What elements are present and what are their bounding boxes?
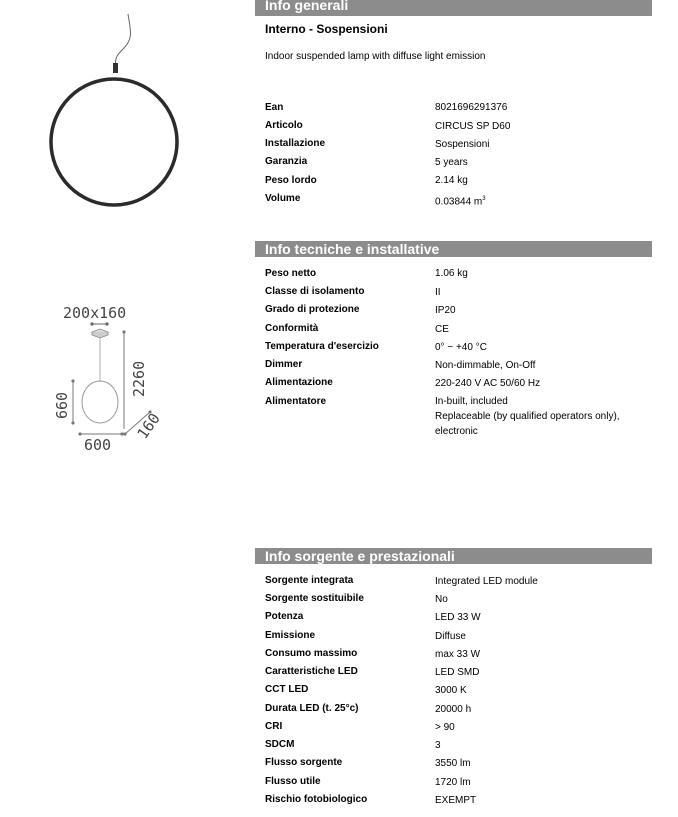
- row-value: No: [435, 594, 448, 605]
- row-value: II: [435, 287, 441, 298]
- value-line: In-built, included: [435, 396, 508, 407]
- row-label: Emissione: [265, 630, 316, 641]
- volume-unit-exponent: 3: [482, 196, 486, 202]
- row-label: Sorgente sostituibile: [265, 593, 364, 604]
- row-value: 0° ~ +40 °C: [435, 342, 487, 353]
- row-value: 3550 lm: [435, 758, 471, 769]
- row-label: Consumo massimo: [265, 648, 358, 659]
- value-line: Replaceable (by qualified operators only),: [435, 411, 620, 422]
- row-value-multiline: [435, 394, 650, 439]
- dim-diameter-label: 600: [84, 436, 112, 454]
- row-value: Sospensioni: [435, 139, 490, 150]
- row-label: Peso lordo: [265, 175, 317, 186]
- row-value: LED SMD: [435, 667, 480, 678]
- row-label: Dimmer: [265, 359, 303, 370]
- row-label: CCT LED: [265, 684, 309, 695]
- row-label: Rischio fotobiologico: [265, 794, 368, 805]
- product-image: [40, 8, 190, 218]
- section-title: Info sorgente e prestazionali: [265, 548, 455, 564]
- row-label: CRI: [265, 721, 283, 732]
- row-value: 2.14 kg: [435, 175, 468, 186]
- row-value: EXEMPT: [435, 795, 477, 806]
- row-label: SDCM: [265, 739, 295, 750]
- section-header-info-generali: [255, 0, 652, 16]
- section-header-info-sorgente: [255, 548, 652, 564]
- product-description: Indoor suspended lamp with diffuse light emission: [265, 51, 486, 62]
- row-value: [435, 192, 650, 209]
- dim-ring-height-label: 660: [53, 391, 71, 419]
- row-label: Caratteristiche LED: [265, 666, 358, 677]
- row-label: Conformità: [265, 323, 319, 334]
- section-header-info-tecniche: [255, 241, 652, 257]
- row-label: Alimentatore: [265, 396, 327, 407]
- row-label: Peso netto: [265, 268, 317, 279]
- row-value: > 90: [435, 722, 455, 733]
- row-label: Installazione: [265, 138, 326, 149]
- section-title: Info tecniche e installative: [265, 241, 440, 257]
- row-value: Integrated LED module: [435, 576, 538, 587]
- row-value: 1720 lm: [435, 777, 471, 788]
- row-value: 20000 h: [435, 704, 472, 715]
- row-value: 220-240 V AC 50/60 Hz: [435, 378, 541, 389]
- row-value: 5 years: [435, 157, 468, 168]
- dim-total-height-label: 2260: [130, 360, 148, 397]
- row-label: Potenza: [265, 611, 304, 622]
- row-value: Non-dimmable, On-Off: [435, 360, 536, 371]
- row-label: Classe di isolamento: [265, 286, 365, 297]
- value-line: electronic: [435, 426, 478, 437]
- row-label: Alimentazione: [265, 377, 333, 388]
- volume-value: 0.03844 m: [435, 196, 483, 208]
- row-value: 1.06 kg: [435, 268, 468, 279]
- row-value: IP20: [435, 305, 456, 316]
- row-label: Articolo: [265, 120, 303, 131]
- product-category: Interno - Sospensioni: [265, 22, 388, 36]
- row-label: Volume: [265, 193, 301, 204]
- row-value: Diffuse: [435, 631, 466, 642]
- row-label: Flusso utile: [265, 776, 321, 787]
- row-label: Ean: [265, 102, 284, 113]
- row-value: 3: [435, 740, 441, 751]
- row-value: 3000 K: [435, 685, 467, 696]
- row-label: Temperatura d'esercizio: [265, 341, 379, 352]
- row-value: max 33 W: [435, 649, 481, 660]
- row-label: Grado di protezione: [265, 304, 360, 315]
- dimension-drawing: [40, 295, 180, 455]
- dim-canopy-label: 200x160: [63, 304, 127, 322]
- row-value: LED 33 W: [435, 612, 481, 623]
- row-label: Flusso sorgente: [265, 757, 343, 768]
- row-value: 8021696291376: [435, 102, 508, 113]
- row-value: CIRCUS SP D60: [435, 121, 511, 132]
- dim-depth-label: 160: [133, 409, 164, 443]
- row-value: CE: [435, 324, 449, 335]
- section-title: Info generali: [265, 0, 349, 13]
- row-label: Garanzia: [265, 156, 308, 167]
- row-label: Durata LED (t. 25°c): [265, 703, 359, 714]
- row-label: Sorgente integrata: [265, 575, 354, 586]
